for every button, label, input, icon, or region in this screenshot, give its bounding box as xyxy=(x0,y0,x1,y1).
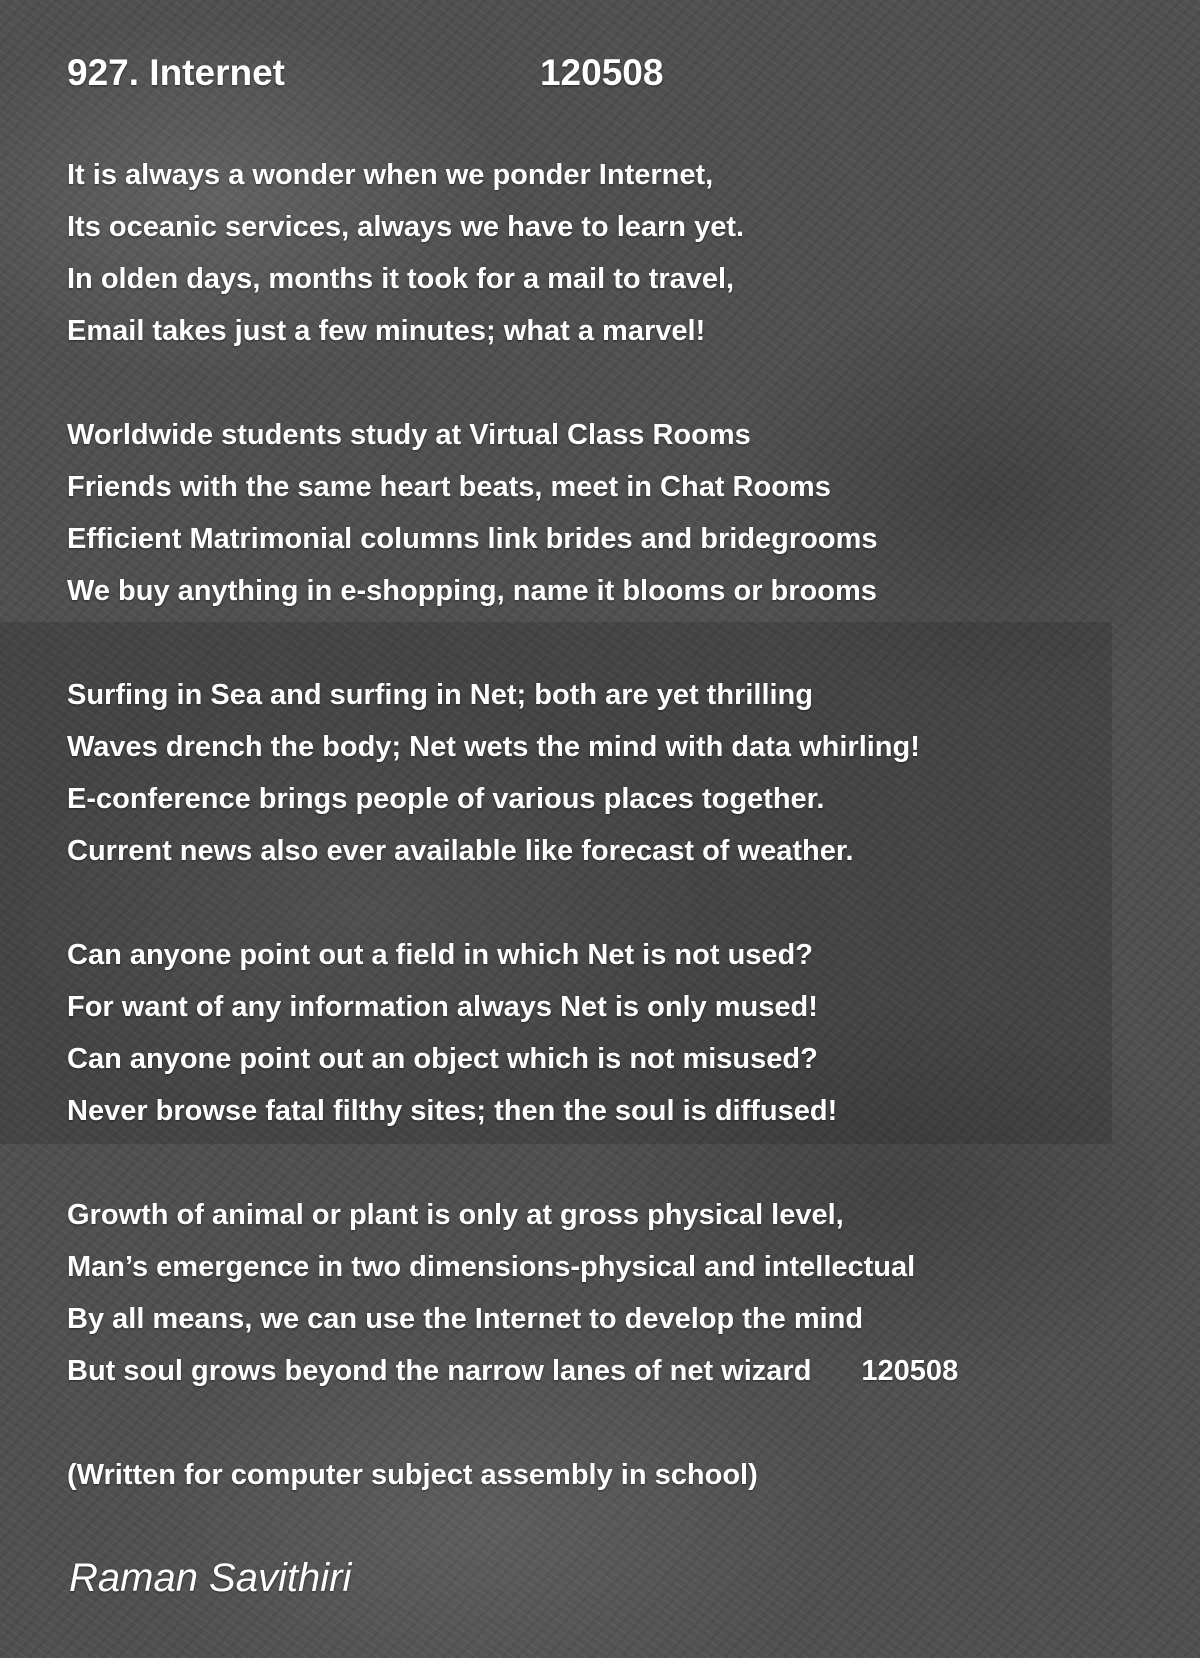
poem-line: Can anyone point out an object which is not misused? xyxy=(67,1043,818,1075)
poem-line: By all means, we can use the Internet to develop the mind xyxy=(67,1303,864,1335)
poem-line: Growth of animal or plant is only at gross physical level, xyxy=(67,1199,844,1231)
poem-line: Surfing in Sea and surfing in Net; both are yet thrilling xyxy=(67,679,813,711)
poem-title-number: 120508 xyxy=(539,52,664,93)
poem-line: Waves drench the body; Net wets the mind with data whirling! xyxy=(67,731,920,763)
poem-line: Never browse fatal filthy sites; then the soul is diffused! xyxy=(67,1095,838,1127)
poem-line: Efficient Matrimonial columns link brides and bridegrooms xyxy=(67,523,878,555)
poem-line: We buy anything in e-shopping, name it blooms or brooms xyxy=(67,575,877,607)
poem-line: In olden days, months it took for a mail to travel, xyxy=(67,263,735,295)
stanza-1 xyxy=(67,149,744,357)
author-name: Raman Savithiri xyxy=(69,1556,352,1600)
poem-title-row xyxy=(67,52,663,94)
poem-line: Can anyone point out a field in which Net is not used? xyxy=(67,939,813,971)
poem-line: Current news also ever available like forecast of weather. xyxy=(67,835,854,867)
poem-line: For want of any information always Net is only mused! xyxy=(67,991,818,1023)
stanza-2 xyxy=(67,409,878,617)
stanza-5 xyxy=(67,1189,958,1397)
stanza-3 xyxy=(67,669,920,877)
poem-line: Worldwide students study at Virtual Class Rooms xyxy=(67,419,751,451)
poem-line: Man’s emergence in two dimensions-physical and intellectual xyxy=(67,1251,916,1283)
stanza-4 xyxy=(67,929,837,1137)
poem-line-last xyxy=(67,1345,958,1397)
closing-number: 120508 xyxy=(861,1355,959,1387)
poem-line-text: But soul grows beyond the narrow lanes of net wizard xyxy=(67,1355,812,1387)
poem-line: Friends with the same heart beats, meet in Chat Rooms xyxy=(67,471,831,503)
poem-line: Email takes just a few minutes; what a marvel! xyxy=(67,315,706,347)
poem-line: E-conference brings people of various places together. xyxy=(67,783,825,815)
poem-title: 927. Internet xyxy=(67,52,285,93)
poem-line: Its oceanic services, always we have to learn yet. xyxy=(67,211,745,243)
poem-note: (Written for computer subject assembly in school) xyxy=(67,1459,758,1491)
poem-line: It is always a wonder when we ponder Internet, xyxy=(67,159,714,191)
